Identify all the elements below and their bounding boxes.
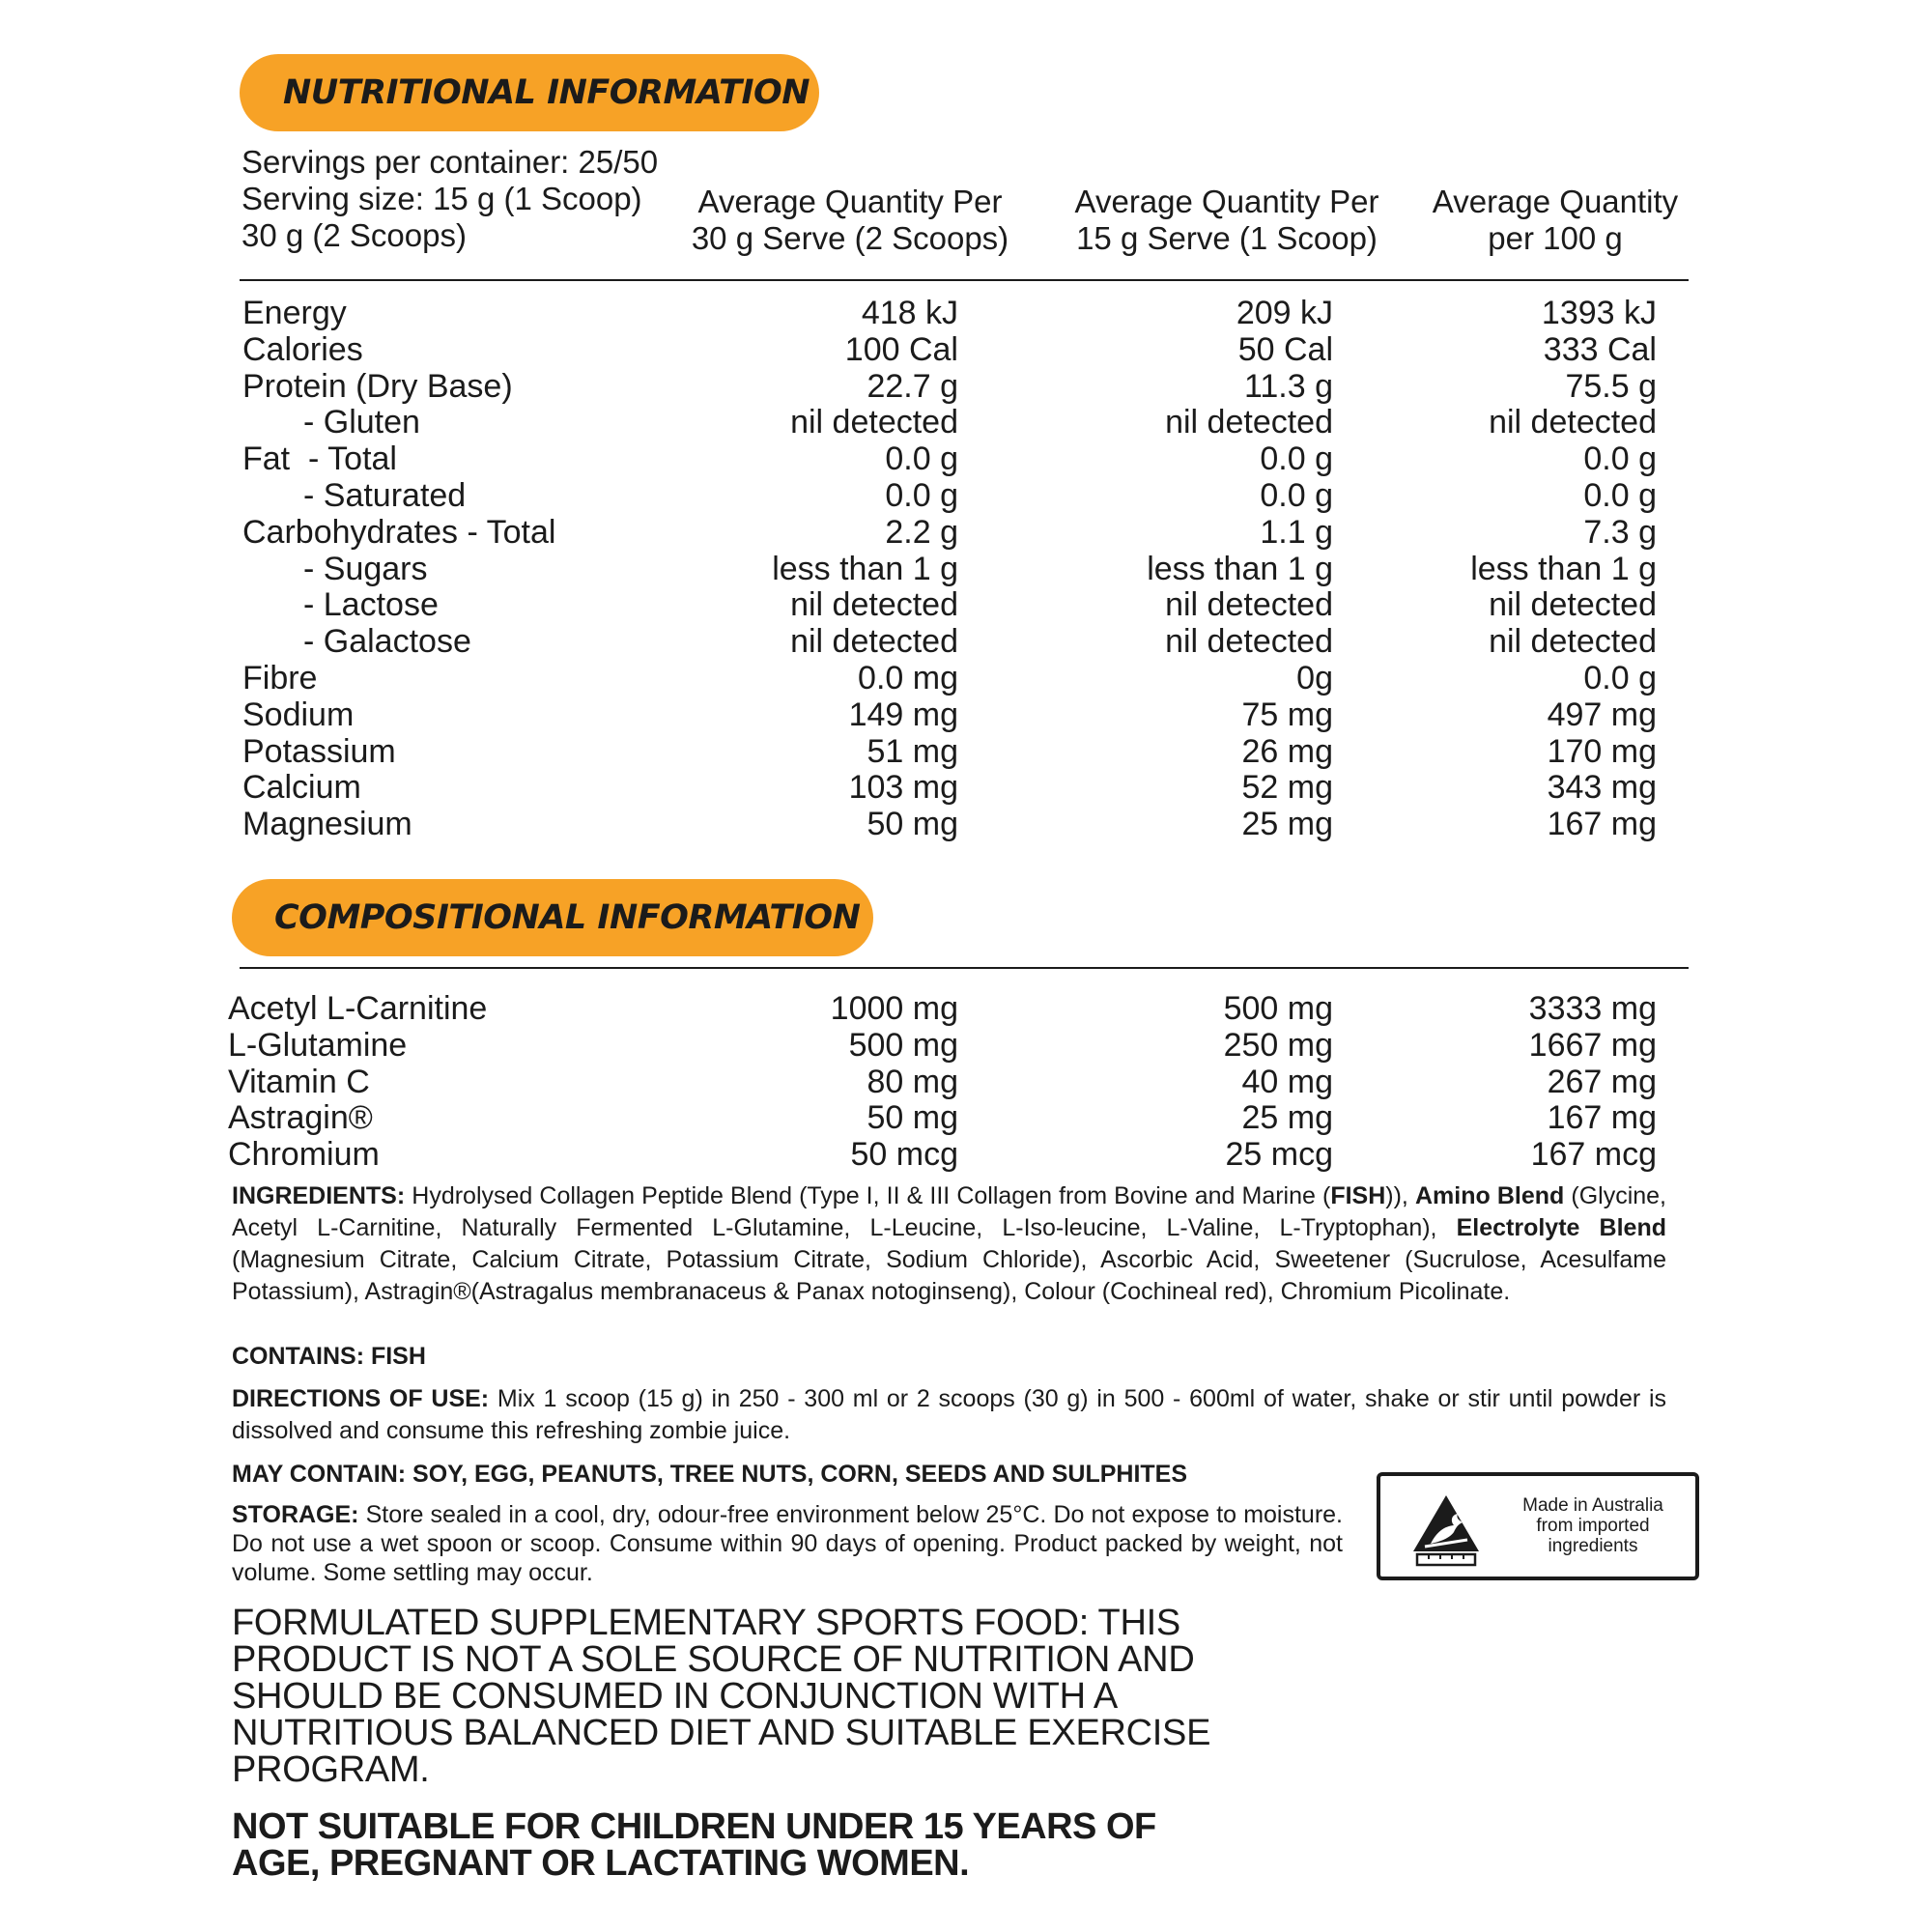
row-label: - Gluten <box>303 404 420 441</box>
row-value-c2: 0.0 g <box>1260 440 1333 478</box>
contains-statement: CONTAINS: FISH <box>232 1343 426 1370</box>
row-value-c3: 75.5 g <box>1565 367 1657 405</box>
row-value-c1: 1000 mg <box>830 990 958 1027</box>
row-label: Magnesium <box>242 806 412 843</box>
row-value-c2: less than 1 g <box>1147 550 1333 587</box>
row-label: Acetyl L-Carnitine <box>228 990 488 1027</box>
row-value-c3: 3333 mg <box>1528 990 1657 1027</box>
australian-made-badge <box>1377 1472 1699 1580</box>
row-value-c1: 418 kJ <box>861 295 958 331</box>
row-value-c3: 0.0 g <box>1583 440 1657 478</box>
ingredients-text-1: Hydrolysed Collagen Peptide Blend (Type I, II & III Collagen from Bovine and Marine ( <box>405 1182 1331 1209</box>
row-value-c3: 167 mg <box>1547 806 1657 843</box>
row-label: Fat - Total <box>242 440 397 478</box>
row-value-c3: 267 mg <box>1547 1063 1657 1100</box>
table-row <box>0 551 1932 587</box>
row-label: Calories <box>242 330 363 368</box>
row-label: Carbohydrates - Total <box>242 513 556 551</box>
row-value-c2: 75 mg <box>1241 696 1333 733</box>
table-row <box>0 1099 1932 1136</box>
row-label: Vitamin C <box>228 1063 370 1100</box>
row-value-c2: 25 mg <box>1241 806 1333 843</box>
column-header-100g-line-1: Average Quantity <box>1432 184 1679 219</box>
row-value-c1: nil detected <box>790 404 958 441</box>
row-value-c3: nil detected <box>1489 623 1657 661</box>
row-value-c2: 500 mg <box>1223 990 1333 1027</box>
row-value-c2: 25 mg <box>1241 1099 1333 1137</box>
row-label: Protein (Dry Base) <box>242 367 513 405</box>
may-contain-statement: MAY CONTAIN: SOY, EGG, PEANUTS, TREE NUTS, CORN, SEEDS AND SULPHITES <box>232 1461 1188 1488</box>
row-value-c3: 167 mcg <box>1530 1136 1657 1174</box>
row-value-c3: 343 mg <box>1547 769 1657 807</box>
column-header-15g-line-1: Average Quantity Per <box>1074 184 1379 219</box>
row-value-c2: 250 mg <box>1223 1026 1333 1064</box>
row-value-c2: 11.3 g <box>1243 367 1333 405</box>
row-label: - Saturated <box>303 477 467 514</box>
australian-made-kangaroo-icon <box>1411 1493 1481 1567</box>
nutritional-information-heading <box>240 54 819 131</box>
row-label: Astragin® <box>228 1099 373 1137</box>
row-label: Fibre <box>242 660 318 696</box>
row-value-c3: 0.0 g <box>1583 660 1657 696</box>
row-label: - Sugars <box>303 550 428 587</box>
storage-text: Store sealed in a cool, dry, odour-free environment below 25°C. Do not expose to moisture. Do not use a wet spoon or scoop. Consume within 90 days of opening. Product packed by weight, not volume. Some settling may occur. <box>232 1501 1343 1586</box>
badge-line-1: Made in Australia <box>1522 1495 1663 1516</box>
row-label: Calcium <box>242 769 361 807</box>
sports-food-disclaimer: FORMULATED SUPPLEMENTARY SPORTS FOOD: THIS PRODUCT IS NOT A SOLE SOURCE OF NUTRITION AND SHOULD BE CONSUMED IN CONJUNCTION WITH A NUTRITIOUS BALANCED DIET AND SUITABLE EXERCISE PROGRAM. <box>232 1603 1211 1790</box>
table-row <box>0 1027 1932 1064</box>
servings-per-container: Servings per container: 25/50 <box>242 144 659 180</box>
badge-text <box>1496 1495 1690 1556</box>
table-row <box>0 733 1932 770</box>
compositional-information-heading <box>232 879 873 956</box>
table-row <box>0 514 1932 551</box>
row-value-c1: 0.0 g <box>885 477 958 514</box>
row-label: - Lactose <box>303 586 439 624</box>
row-value-c1: nil detected <box>790 586 958 624</box>
row-value-c2: nil detected <box>1165 586 1333 624</box>
storage-label: STORAGE: <box>232 1501 359 1528</box>
directions-label: DIRECTIONS OF USE: <box>232 1385 490 1412</box>
suitability-warning: NOT SUITABLE FOR CHILDREN UNDER 15 YEARS OF AGE, PREGNANT OR LACTATING WOMEN. <box>232 1806 1156 1884</box>
storage-paragraph <box>232 1500 1343 1587</box>
column-header-15g <box>1053 184 1401 257</box>
table-row <box>0 368 1932 405</box>
row-value-c1: 51 mg <box>867 732 958 770</box>
ingredients-text-2: )), <box>1385 1182 1415 1209</box>
row-value-c1: 149 mg <box>848 696 958 733</box>
row-value-c2: 209 kJ <box>1236 295 1333 331</box>
row-value-c1: 22.7 g <box>867 367 958 405</box>
table-row <box>0 1136 1932 1173</box>
row-value-c1: 100 Cal <box>844 330 958 368</box>
row-value-c3: 0.0 g <box>1583 477 1657 514</box>
directions-text: Mix 1 scoop (15 g) in 250 - 300 ml or 2 scoops (30 g) in 500 - 600ml of water, shake or stir until powder is dissolved and consume this refreshing zombie juice. <box>232 1385 1667 1444</box>
table-row <box>0 331 1932 368</box>
table-row <box>0 769 1932 806</box>
row-label: - Galactose <box>303 623 471 661</box>
column-header-30g-line-2: 30 g Serve (2 Scoops) <box>691 220 1009 256</box>
row-label: Potassium <box>242 732 396 770</box>
row-value-c1: 2.2 g <box>885 513 958 551</box>
row-value-c3: 497 mg <box>1547 696 1657 733</box>
row-value-c2: 26 mg <box>1241 732 1333 770</box>
table-row <box>0 990 1932 1027</box>
row-value-c1: 0.0 mg <box>858 660 958 696</box>
row-label: Chromium <box>228 1136 380 1174</box>
badge-line-3: ingredients <box>1548 1536 1638 1556</box>
row-value-c3: 1393 kJ <box>1541 295 1657 331</box>
row-value-c1: 50 mg <box>867 806 958 843</box>
row-value-c2: 50 Cal <box>1237 330 1333 368</box>
row-value-c3: 167 mg <box>1547 1099 1657 1137</box>
ingredients-text-4: (Magnesium Citrate, Calcium Citrate, Potassium Citrate, Sodium Chloride), Ascorbic Acid, Sweetener (Sucrulose, Acesulfame Potassium), Astragin®(Astragalus membranaceus & Panax notoginseng), Colour (Cochineal red), Chromium Picolinate. <box>232 1246 1666 1305</box>
row-value-c1: 500 mg <box>848 1026 958 1064</box>
ingredients-fish: FISH <box>1330 1182 1386 1209</box>
column-header-30g <box>676 184 1024 257</box>
row-value-c3: 333 Cal <box>1543 330 1657 368</box>
table-row <box>0 440 1932 477</box>
row-label: Energy <box>242 295 347 331</box>
row-value-c3: 1667 mg <box>1528 1026 1657 1064</box>
nutritional-information-heading-text: NUTRITIONAL INFORMATION <box>283 73 810 112</box>
directions-paragraph <box>232 1383 1666 1447</box>
nutrition-header-divider <box>240 279 1689 281</box>
row-value-c3: nil detected <box>1489 586 1657 624</box>
row-value-c1: 0.0 g <box>885 440 958 478</box>
table-row <box>0 1064 1932 1100</box>
ingredients-electrolyte-blend: Electrolyte Blend <box>1456 1214 1666 1241</box>
row-value-c1: 50 mg <box>867 1099 958 1137</box>
table-row <box>0 623 1932 660</box>
table-row <box>0 696 1932 733</box>
row-value-c2: 25 mcg <box>1225 1136 1333 1174</box>
table-row <box>0 295 1932 331</box>
composition-divider <box>240 967 1689 969</box>
row-label: L-Glutamine <box>228 1026 408 1064</box>
ingredients-paragraph <box>232 1180 1666 1308</box>
ingredients-label: INGREDIENTS: <box>232 1182 406 1209</box>
column-header-15g-line-2: 15 g Serve (1 Scoop) <box>1076 220 1378 256</box>
column-header-30g-line-1: Average Quantity Per <box>697 184 1003 219</box>
ingredients-text-3: (Glycine, Acetyl L-Carnitine, Naturally Fermented L-Glutamine, L-Leucine, L-Iso-leucine, L-Valine, L-Tryptophan), <box>232 1182 1666 1241</box>
row-value-c1: nil detected <box>790 623 958 661</box>
row-value-c2: 52 mg <box>1241 769 1333 807</box>
column-header-100g-line-2: per 100 g <box>1488 220 1623 256</box>
row-value-c1: 103 mg <box>848 769 958 807</box>
row-value-c1: less than 1 g <box>772 550 958 587</box>
row-value-c1: 80 mg <box>867 1063 958 1100</box>
row-value-c2: 0g <box>1296 660 1333 696</box>
row-value-c2: 1.1 g <box>1260 513 1333 551</box>
ingredients-amino-blend: Amino Blend <box>1414 1182 1565 1209</box>
serving-size-line-2: 30 g (2 Scoops) <box>242 217 467 253</box>
table-row <box>0 477 1932 514</box>
compositional-information-heading-text: COMPOSITIONAL INFORMATION <box>274 898 861 937</box>
row-value-c3: less than 1 g <box>1470 550 1657 587</box>
row-value-c2: 0.0 g <box>1260 477 1333 514</box>
row-value-c3: 7.3 g <box>1583 513 1657 551</box>
table-row <box>0 806 1932 842</box>
badge-line-2: from imported <box>1536 1516 1650 1536</box>
column-header-100g <box>1410 184 1700 257</box>
row-value-c2: nil detected <box>1165 404 1333 441</box>
row-value-c3: nil detected <box>1489 404 1657 441</box>
serving-size-line-1: Serving size: 15 g (1 Scoop) <box>242 181 642 216</box>
row-value-c3: 170 mg <box>1547 732 1657 770</box>
row-value-c2: 40 mg <box>1241 1063 1333 1100</box>
row-value-c1: 50 mcg <box>850 1136 958 1174</box>
row-label: Sodium <box>242 696 355 733</box>
table-row <box>0 404 1932 440</box>
table-row <box>0 660 1932 696</box>
table-row <box>0 586 1932 623</box>
row-value-c2: nil detected <box>1165 623 1333 661</box>
